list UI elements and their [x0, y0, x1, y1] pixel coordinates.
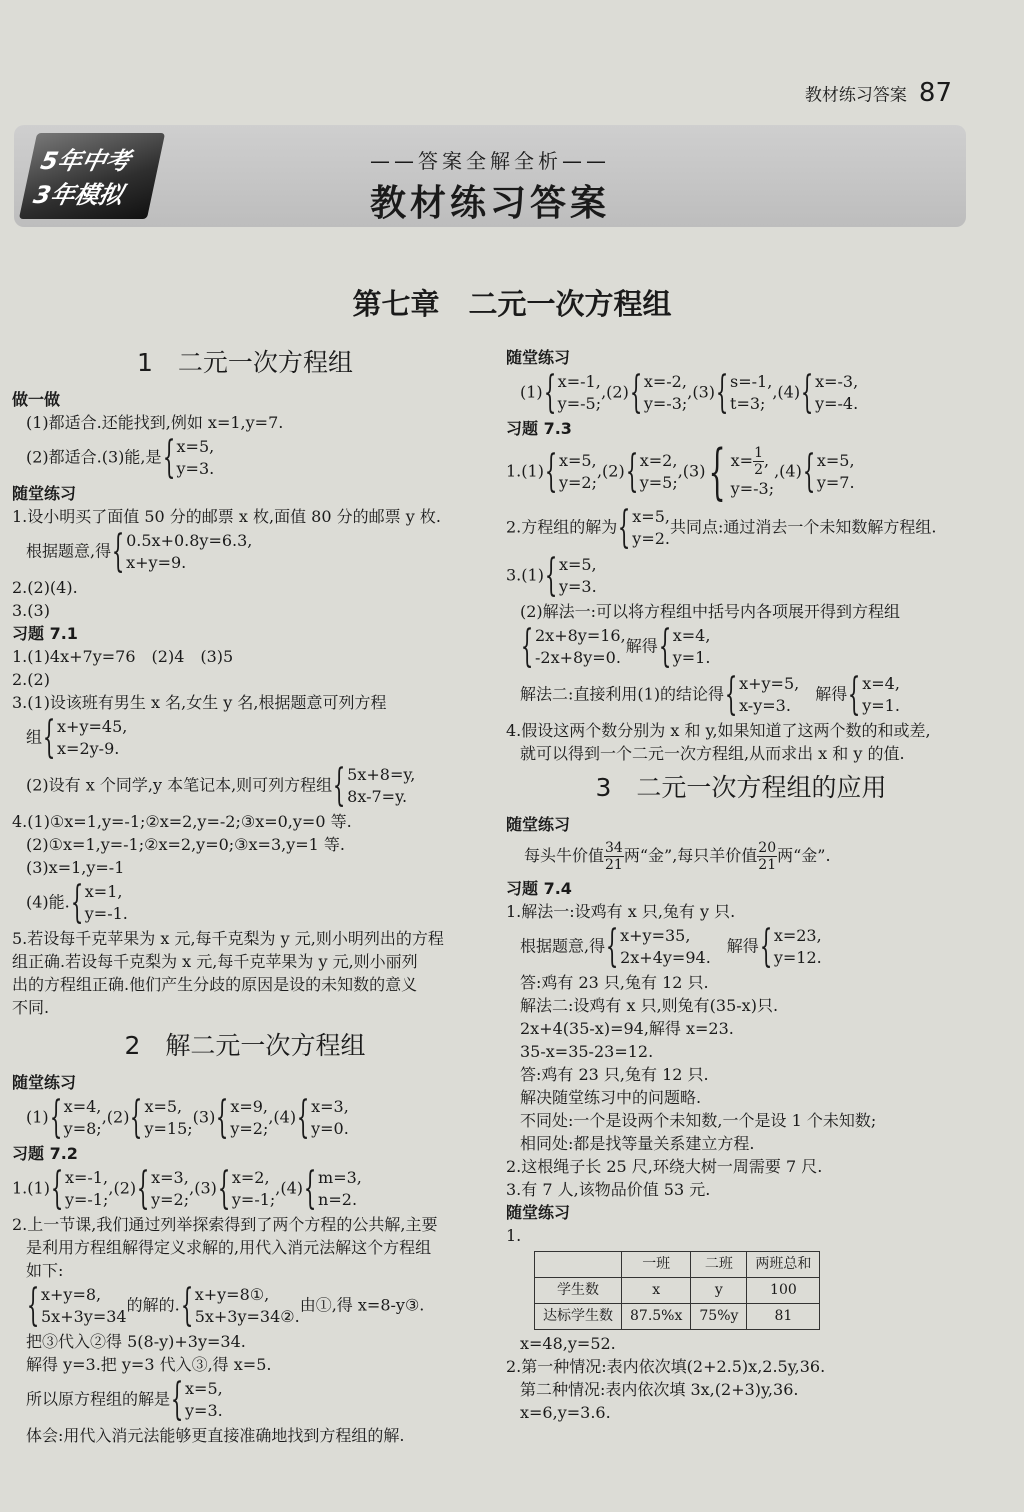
table-cell: x	[622, 1278, 691, 1304]
subheading: 随堂练习	[12, 484, 77, 503]
logo-line2: 3年模拟	[30, 181, 126, 209]
answer-line: 就可以得到一个二元一次方程组,从而求出 x 和 y 的值.	[520, 744, 905, 763]
equation-system: { x+y=45, x=2y-9.	[42, 712, 128, 763]
answer-line: 1.设小明买了面值 50 分的邮票 x 枚,面值 80 分的邮票 y 枚.	[12, 507, 441, 526]
banner-subtitle: ——答案全解全析——	[370, 149, 610, 173]
section-title: 3 二元一次方程组的应用	[595, 773, 887, 802]
answer-line: 1.(1)4x+7y=76 (2)4 (3)5	[12, 647, 234, 666]
table-cell: 达标学生数	[535, 1304, 622, 1330]
answer-line: 根据题意,得 { 0.5x+0.8y=6.3, x+y=9.	[26, 526, 253, 577]
answer-line: 4.假设这两个数分别为 x 和 y,如果知道了这两个数的和或差,	[506, 721, 931, 740]
answer-line: 出的方程组正确.他们产生分歧的原因是设的未知数的意义	[12, 975, 418, 994]
answer-line: 解法二:设鸡有 x 只,则兔有(35-x)只.	[520, 996, 779, 1015]
table-cell: 100	[747, 1278, 820, 1304]
table-row	[535, 1304, 820, 1330]
answer-line: 2.(2)(4).	[12, 578, 78, 597]
table-cell: 两班总和	[747, 1252, 820, 1278]
answer-line: 不同处:一个是设两个未知数,一个是设 1 个未知数;	[520, 1111, 877, 1130]
subheading: 习题 7.4	[506, 879, 572, 898]
chapter-title: 第七章 二元一次方程组	[352, 287, 672, 321]
table-cell: 81	[747, 1304, 820, 1330]
table-cell: 学生数	[535, 1278, 622, 1304]
answer-line: 1.(1) { x=5, y=2; ,(2) { x=2, y=5; ,(3) { x= $\frac{1}{2}$ , y=-3; ,(4) { x=5, y=7.	[506, 437, 855, 507]
answer-line: 每头牛价值 $\frac{34}{21}$ 两“金”,每只羊价值 $\frac{20}{21}$ 两“金”.	[524, 840, 831, 873]
answer-line: 1.(1) { x=-1, y=-1; ,(2) { x=3, y=2; ,(3) { x=2, y=-1; ,(4) { m=3, n=2.	[12, 1163, 362, 1214]
answer-line: (2)解法一:可以将方程组中括号内各项展开得到方程组	[520, 602, 901, 621]
answer-line: 35-x=35-23=12.	[520, 1042, 654, 1061]
answer-line: 解得 y=3.把 y=3 代入③,得 x=5.	[26, 1355, 272, 1374]
subheading: 习题 7.2	[12, 1144, 78, 1163]
answer-line: 不同.	[12, 998, 50, 1017]
answer-line: 2x+4(35-x)=94,解得 x=23.	[520, 1019, 734, 1038]
equation-system: { 5x+8=y, 8x-7=y.	[332, 760, 416, 811]
answer-line: 2.这根绳子长 25 尺,环绕大树一周需要 7 尺.	[506, 1157, 823, 1176]
subheading: 随堂练习	[506, 348, 571, 367]
banner	[14, 125, 966, 227]
answer-line: 相同处:都是找等量关系建立方程.	[520, 1134, 755, 1153]
answer-line: 3.(1)设该班有男生 x 名,女生 y 名,根据题意可列方程	[12, 693, 387, 712]
answer-line: x=48,y=52.	[520, 1334, 616, 1353]
answer-line: (2)①x=1,y=-1;②x=2,y=0;③x=3,y=1 等.	[26, 835, 346, 854]
answer-line: 第二种情况:表内依次填 3x,(2+3)y,36.	[520, 1380, 799, 1399]
subheading: 习题 7.3	[506, 419, 572, 438]
answer-line: (2)设有 x 个同学,y 本笔记本,则可列方程组 { 5x+8=y, 8x-7=y.	[26, 760, 416, 811]
equation-system: { x=1, y=-1.	[70, 877, 128, 928]
subheading: 随堂练习	[506, 1203, 571, 1222]
answer-line: 所以原方程组的解是 { x=5, y=3.	[26, 1374, 223, 1425]
subheading: 做一做	[12, 390, 61, 409]
answer-line: 组正确.若设每千克梨为 x 元,每千克苹果为 y 元,则小丽列	[12, 952, 418, 971]
answer-line: (1)都适合.还能找到,例如 x=1,y=7.	[26, 413, 284, 432]
section-title: 1 二元一次方程组	[137, 348, 353, 377]
table-header-row	[535, 1252, 820, 1278]
answer-line: 根据题意,得 { x+y=35, 2x+4y=94. 解得 { x=23, y=12.	[520, 921, 822, 972]
answer-line: (3)x=1,y=-1	[26, 858, 125, 877]
answer-line: 5.若设每千克苹果为 x 元,每千克梨为 y 元,则小明列出的方程	[12, 929, 444, 948]
answer-line: (4)能. { x=1, y=-1.	[26, 877, 128, 928]
table-cell: 87.5%x	[622, 1304, 691, 1330]
answer-line: 3.有 7 人,该物品价值 53 元.	[506, 1180, 711, 1199]
answer-line: 把③代入②得 5(8-y)+3y=34.	[26, 1332, 246, 1351]
answer-line: 如下:	[26, 1261, 64, 1280]
equation-system: { x=5, y=3.	[162, 432, 215, 483]
subheading: 习题 7.1	[12, 624, 78, 643]
answer-line: x=6,y=3.6.	[520, 1403, 611, 1422]
table-cell: 75%y	[691, 1304, 747, 1330]
answer-line: 解决随堂练习中的问题略.	[520, 1088, 702, 1107]
equation-system: { 0.5x+0.8y=6.3, x+y=9.	[111, 526, 253, 577]
answer-line: { x+y=8, 5x+3y=34 的解的. { x+y=8①, 5x+3y=34②. 由①,得 x=8-y③.	[26, 1280, 425, 1331]
data-table	[534, 1251, 820, 1330]
answer-line: 是利用方程组解得定义求解的,用代入消元法解这个方程组	[26, 1238, 432, 1257]
subheading: 随堂练习	[506, 815, 571, 834]
answer-line: 1.解法一:设鸡有 x 只,兔有 y 只.	[506, 902, 736, 921]
answer-line: 2.(2)	[12, 670, 50, 689]
left-column	[12, 346, 478, 1447]
answer-line: { 2x+8y=16, -2x+8y=0. 解得 { x=4, y=1.	[520, 621, 711, 672]
page-number: 87	[918, 78, 952, 108]
answer-line: 组 { x+y=45, x=2y-9.	[26, 712, 128, 763]
answer-line: (1) { x=-1, y=-5; ,(2) { x=-2, y=-3; ,(3) { s=-1, t=3; ,(4) { x=-3, y=-4.	[520, 367, 859, 418]
page-header	[805, 78, 952, 108]
answer-line: 解法二:直接利用(1)的结论得 { x+y=5, x-y=3. 解得 { x=4, y=1.	[520, 669, 900, 720]
answer-line: (2)都适合.(3)能,是 { x=5, y=3.	[26, 432, 215, 483]
logo-line1: 5年中考	[38, 147, 133, 175]
answer-line: 3.(3)	[12, 601, 50, 620]
banner-title: 教材练习答案	[369, 183, 610, 224]
right-column	[506, 346, 976, 1424]
answer-line: 1.	[506, 1226, 522, 1245]
table-cell: 二班	[691, 1252, 747, 1278]
answer-line: 3.(1) { x=5, y=3.	[506, 550, 597, 601]
table-cell	[535, 1252, 622, 1278]
answer-line: 2.第一种情况:表内依次填(2+2.5)x,2.5y,36.	[506, 1357, 826, 1376]
section-title: 2 解二元一次方程组	[124, 1031, 366, 1060]
answer-line: 体会:用代入消元法能够更直接准确地找到方程组的解.	[26, 1426, 405, 1445]
answer-line: (1) { x=4, y=8; ,(2) { x=5, y=15; (3) { x=9, y=2; ,(4) { x=3, y=0.	[26, 1092, 349, 1143]
answer-line: 2.上一节课,我们通过列举探索得到了两个方程的公共解,主要	[12, 1215, 438, 1234]
answer-line: 答:鸡有 23 只,兔有 12 只.	[520, 1065, 709, 1084]
header-title: 教材练习答案	[804, 85, 907, 106]
table-row	[535, 1278, 820, 1304]
answer-line: 答:鸡有 23 只,兔有 12 只.	[520, 973, 709, 992]
answer-line: 4.(1)①x=1,y=-1;②x=2,y=-2;③x=0,y=0 等.	[12, 812, 352, 831]
answer-line: 2.方程组的解为 { x=5, y=2. 共同点:通过消去一个未知数解方程组.	[506, 502, 937, 553]
table-cell: 一班	[622, 1252, 691, 1278]
table-cell: y	[691, 1278, 747, 1304]
subheading: 随堂练习	[12, 1073, 77, 1092]
